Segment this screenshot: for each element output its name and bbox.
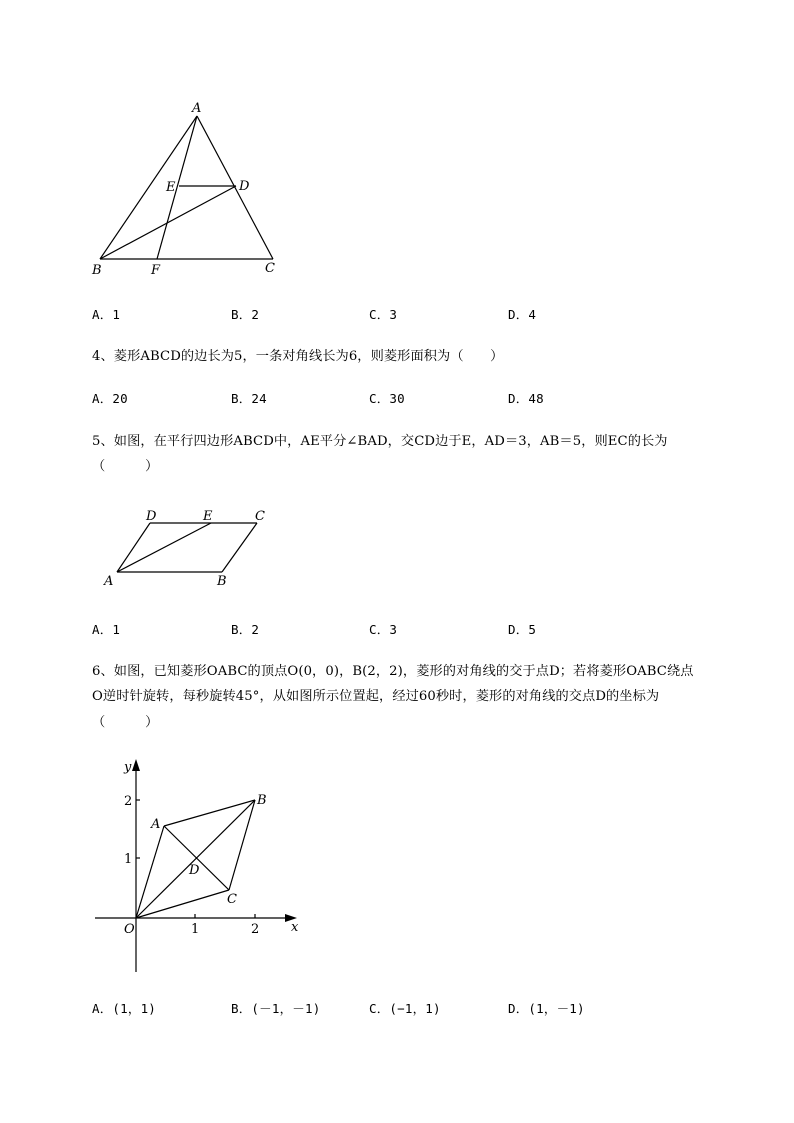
option-c[interactable]: C．(−1，1) xyxy=(369,1001,441,1016)
x-tick-1: 1 xyxy=(191,922,200,937)
point-label-d: D xyxy=(239,179,250,194)
option-d[interactable]: D．5 xyxy=(508,622,537,637)
y-tick-2: 2 xyxy=(124,794,133,809)
question-6-blank: （ ） xyxy=(92,715,159,730)
option-b[interactable]: B．2 xyxy=(231,307,260,322)
origin-label: O xyxy=(124,922,135,937)
point-label-a: A xyxy=(151,817,161,832)
option-c[interactable]: C．3 xyxy=(369,622,398,637)
option-d[interactable]: D．4 xyxy=(508,307,537,322)
point-label-e: E xyxy=(203,509,213,524)
triangle-figure xyxy=(0,0,794,300)
x-tick-2: 2 xyxy=(251,922,260,937)
point-label-c: C xyxy=(265,261,275,276)
point-label-e: E xyxy=(166,180,176,195)
option-d[interactable]: D．(1，－1) xyxy=(508,1001,585,1016)
option-a[interactable]: A．1 xyxy=(92,622,121,637)
option-b[interactable]: B．24 xyxy=(231,391,267,406)
option-b[interactable]: B．2 xyxy=(231,622,260,637)
point-label-a: A xyxy=(104,574,114,589)
option-c[interactable]: C．30 xyxy=(369,391,405,406)
question-5-blank: （ ） xyxy=(92,459,159,474)
point-label-d: D xyxy=(146,509,157,524)
option-a[interactable]: A．(1，1) xyxy=(92,1001,157,1016)
parallelogram-figure xyxy=(0,500,794,595)
point-label-f: F xyxy=(151,263,161,278)
point-label-d: D xyxy=(189,863,200,878)
point-label-c: C xyxy=(255,509,265,524)
question-6-text: 6、如图，已知菱形OABC的顶点O(0，0)，B(2，2)，菱形的对角线的交于点D；若将菱形OABC绕点 xyxy=(92,664,694,679)
option-a[interactable]: A．20 xyxy=(92,391,128,406)
option-d[interactable]: D．48 xyxy=(508,391,544,406)
question-6-text-cont: O逆时针旋转，每秒旋转45°，从如图所示位置起，经过60秒时，菱形的对角线的交点D的坐标为 xyxy=(92,689,660,704)
point-label-b: B xyxy=(217,574,227,589)
point-label-c: C xyxy=(227,892,237,907)
question-4-text: 4、菱形ABCD的边长为5，一条对角线长为6，则菱形面积为（ ） xyxy=(92,349,504,364)
y-tick-1: 1 xyxy=(124,852,133,867)
option-a[interactable]: A．1 xyxy=(92,307,121,322)
point-label-b: B xyxy=(257,793,267,808)
point-label-b: B xyxy=(92,263,102,278)
y-axis-label: y xyxy=(124,760,132,775)
option-b[interactable]: B．(－1，－1) xyxy=(231,1001,321,1016)
option-c[interactable]: C．3 xyxy=(369,307,398,322)
x-axis-label: x xyxy=(291,920,299,935)
question-5-text: 5、如图，在平行四边形ABCD中，AE平分∠BAD，交CD边于E，AD＝3，AB＝5，则EC的长为 xyxy=(92,434,668,449)
point-label-a: A xyxy=(192,101,202,116)
coordinate-figure xyxy=(0,750,794,980)
